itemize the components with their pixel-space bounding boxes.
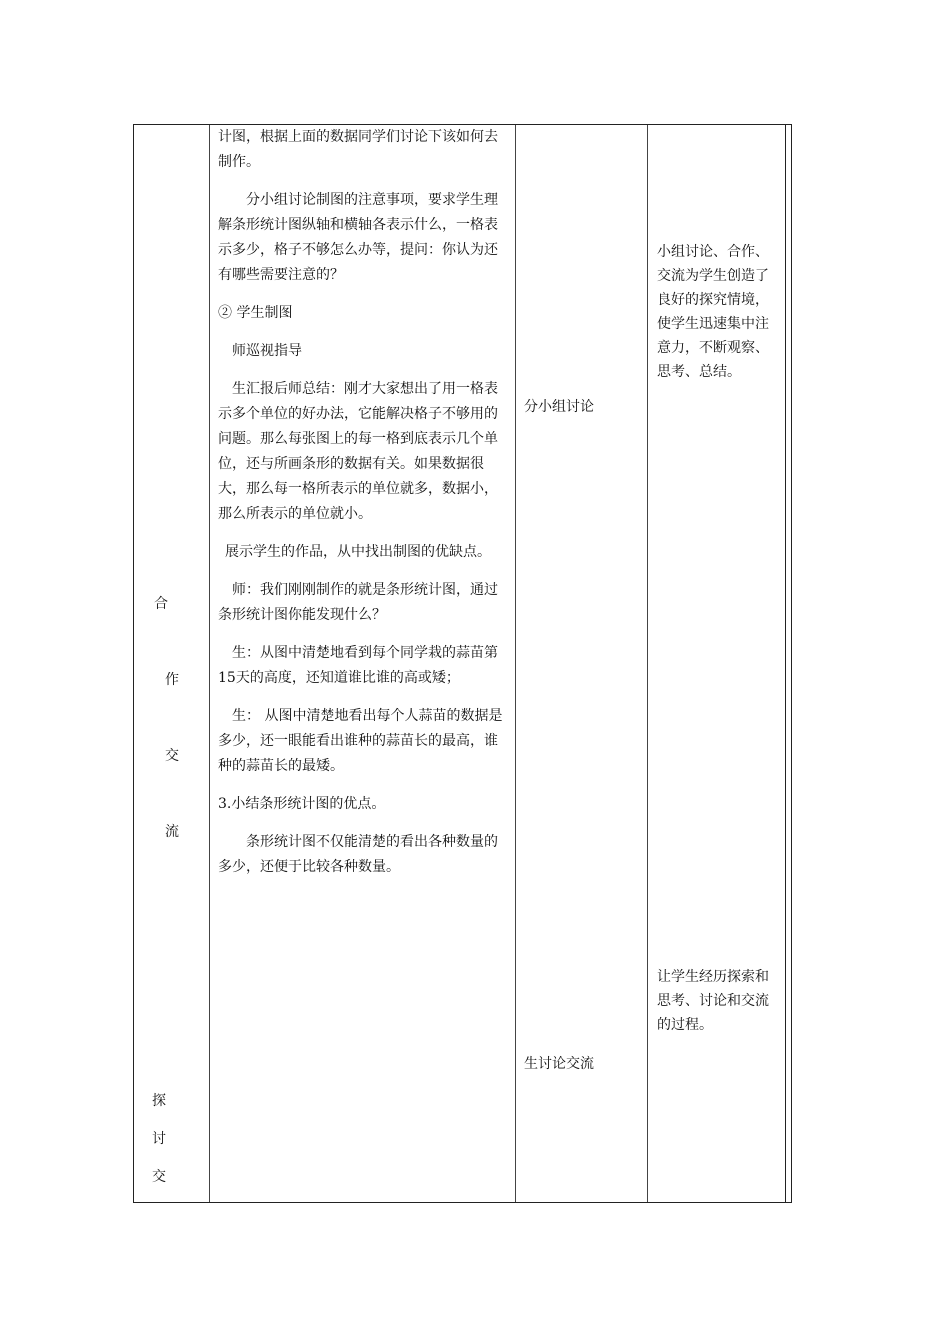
stage-char: 作	[165, 672, 179, 688]
column-divider	[515, 125, 516, 1202]
design-intent-1: 小组讨论、合作、交流为学生创造了良好的探究情境，使学生迅速集中注意力，不断观察、思考、总结。	[657, 244, 769, 380]
process-paragraph: 师巡视指导	[232, 343, 302, 359]
process-paragraph: ② 学生制图	[218, 305, 293, 321]
process-paragraph: 生：从图中清楚地看到每个同学栽的蒜苗第15天的高度，还知道谁比谁的高或矮；	[218, 645, 498, 686]
stage-char: 流	[165, 824, 179, 840]
process-paragraph: 3.小结条形统计图的优点。	[218, 796, 386, 812]
lesson-table	[133, 124, 792, 1203]
stage-char: 探	[152, 1093, 166, 1109]
stage-char: 讨	[152, 1131, 166, 1147]
column-divider	[209, 125, 210, 1202]
process-paragraph: 师：我们刚刚制作的就是条形统计图，通过条形统计图你能发现什么？	[218, 582, 498, 623]
right-double-border	[785, 125, 786, 1202]
process-paragraph: 分小组讨论制图的注意事项，要求学生理解条形统计图纵轴和横轴各表示什么，一格表示多少，格子不够怎么办等，提问：你认为还有哪些需要注意的？	[218, 192, 498, 283]
student-activity-2: 生讨论交流	[524, 1056, 594, 1072]
stage-char: 交	[152, 1169, 166, 1185]
process-paragraph: 展示学生的作品，从中找出制图的优缺点。	[225, 544, 491, 560]
process-paragraph: 生： 从图中清楚地看出每个人蒜苗的数据是多少，还一眼能看出谁种的蒜苗长的最高，谁种的蒜苗长的最矮。	[218, 708, 503, 774]
process-paragraph: 条形统计图不仅能清楚的看出各种数量的多少，还便于比较各种数量。	[218, 834, 498, 875]
process-paragraph: 计图，根据上面的数据同学们讨论下该如何去制作。	[218, 129, 498, 170]
stage-char: 交	[165, 748, 179, 764]
stage-char: 合	[154, 596, 168, 612]
process-cell	[218, 125, 509, 893]
student-activity-1: 分小组讨论	[524, 399, 594, 415]
process-paragraph: 生汇报后师总结：刚才大家想出了用一格表示多个单位的好办法，它能解决格子不够用的问题。那么每张图上的每一格到底表示几个单位，还与所画条形的数据有关。如果数据很大，那么每一格所表示的单位就多，数据小，那么所表示的单位就小。	[218, 381, 498, 522]
design-intent-2: 让学生经历探索和思考、讨论和交流的过程。	[657, 969, 769, 1033]
column-divider	[647, 125, 648, 1202]
